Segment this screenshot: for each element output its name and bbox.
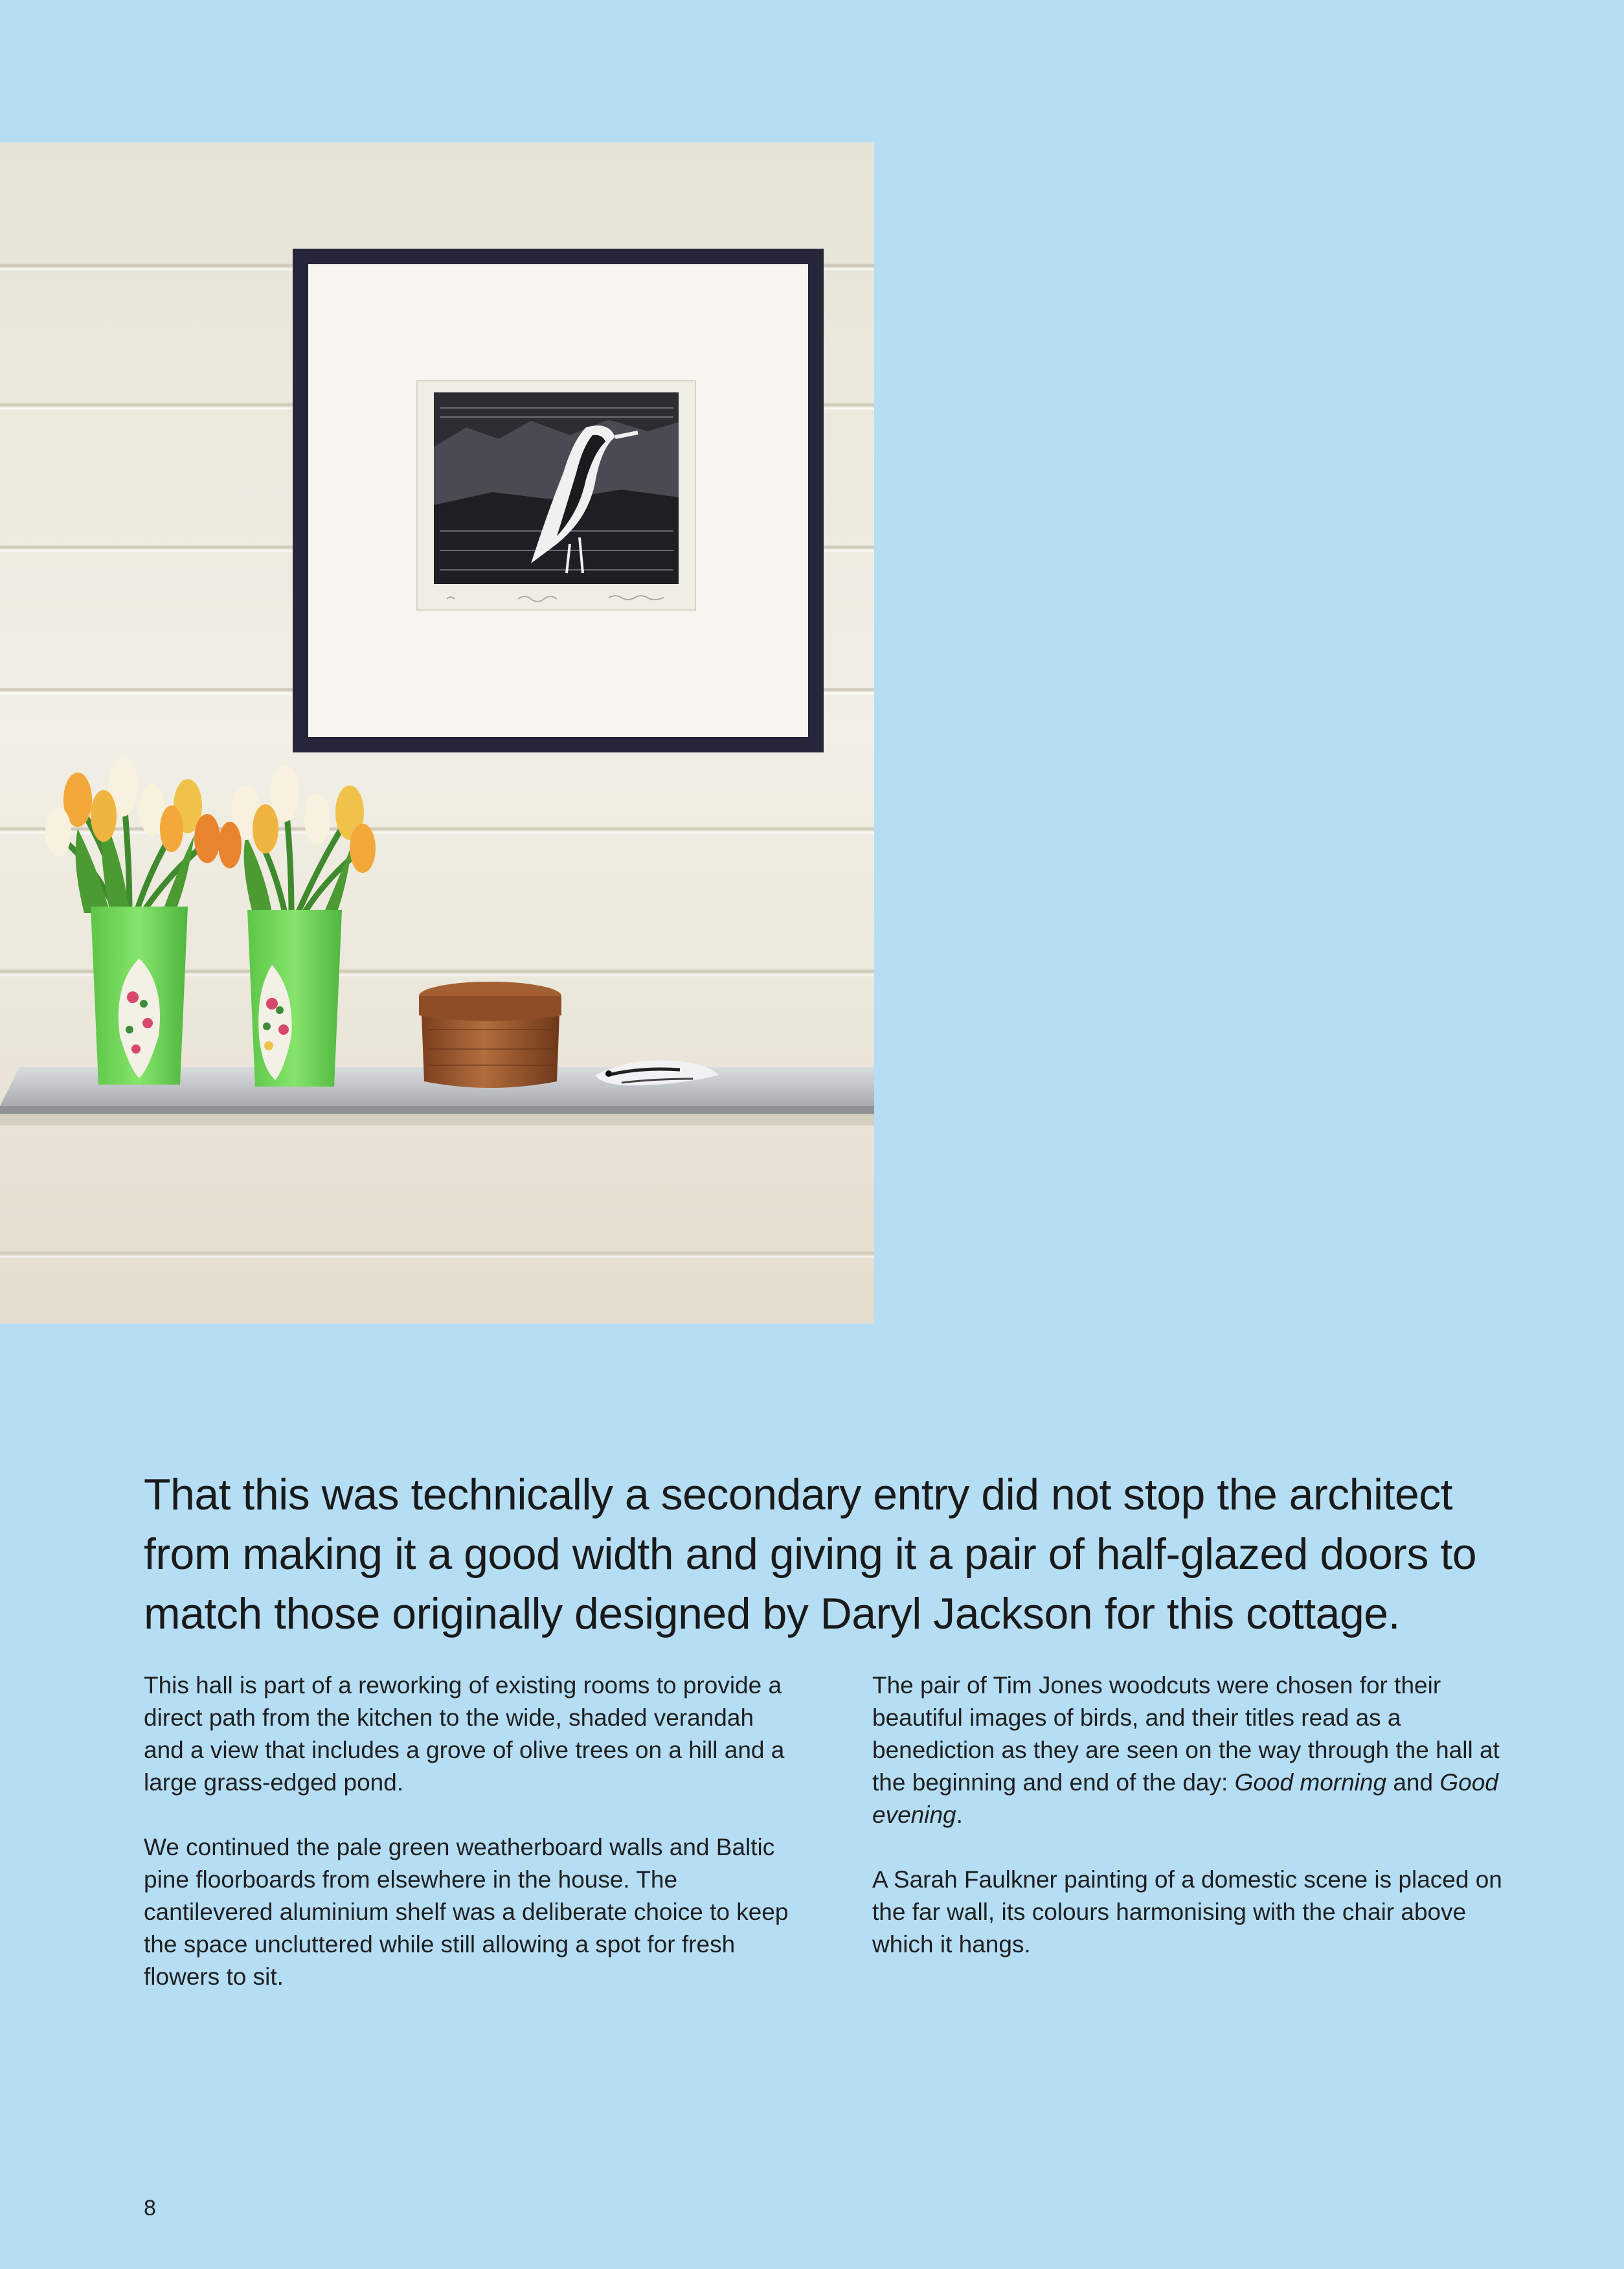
body-text: . [956, 1801, 963, 1828]
body-column-right [872, 1669, 1520, 1993]
body-column-left [144, 1669, 791, 2026]
framed-woodcut [293, 249, 824, 752]
wooden-box [419, 982, 561, 1088]
woodcut-title: Good evening [872, 1769, 1498, 1828]
body-text: The pair of Tim Jones woodcuts were chosen for their beautiful images of birds, and their titles read as a benediction as they are seen on the way through the hall at the beginning and end of the day: [872, 1672, 1500, 1796]
body-paragraph: A Sarah Faulkner painting of a domestic scene is placed on the far wall, its colours harmonising with the chair above which it hangs. [872, 1866, 1502, 1958]
body-paragraph [872, 1669, 1520, 1831]
body-paragraph: This hall is part of a reworking of existing rooms to provide a direct path from the kitchen to the wide, shaded verandah and a view that includes a grove of olive trees on a hill and a large grass-edged pond. [144, 1672, 785, 1796]
pull-quote-headline: That this was technically a secondary entry did not stop the architect from making it a good width and giving it a pair of half-glazed doors to match those originally designed by Daryl Jackson for this cottage. [144, 1470, 1477, 1638]
hallway-photo [0, 142, 874, 1324]
page-number: 8 [144, 2196, 156, 2220]
body-text: and [1386, 1769, 1440, 1796]
body-paragraph: We continued the pale green weatherboard walls and Baltic pine floorboards from elsewhere in the house. The cantilevered aluminium shelf was a deliberate choice to keep the space uncluttered while still allowing a spot for fresh flowers to sit. [144, 1834, 789, 1990]
woodcut-title: Good morning [1234, 1769, 1387, 1796]
